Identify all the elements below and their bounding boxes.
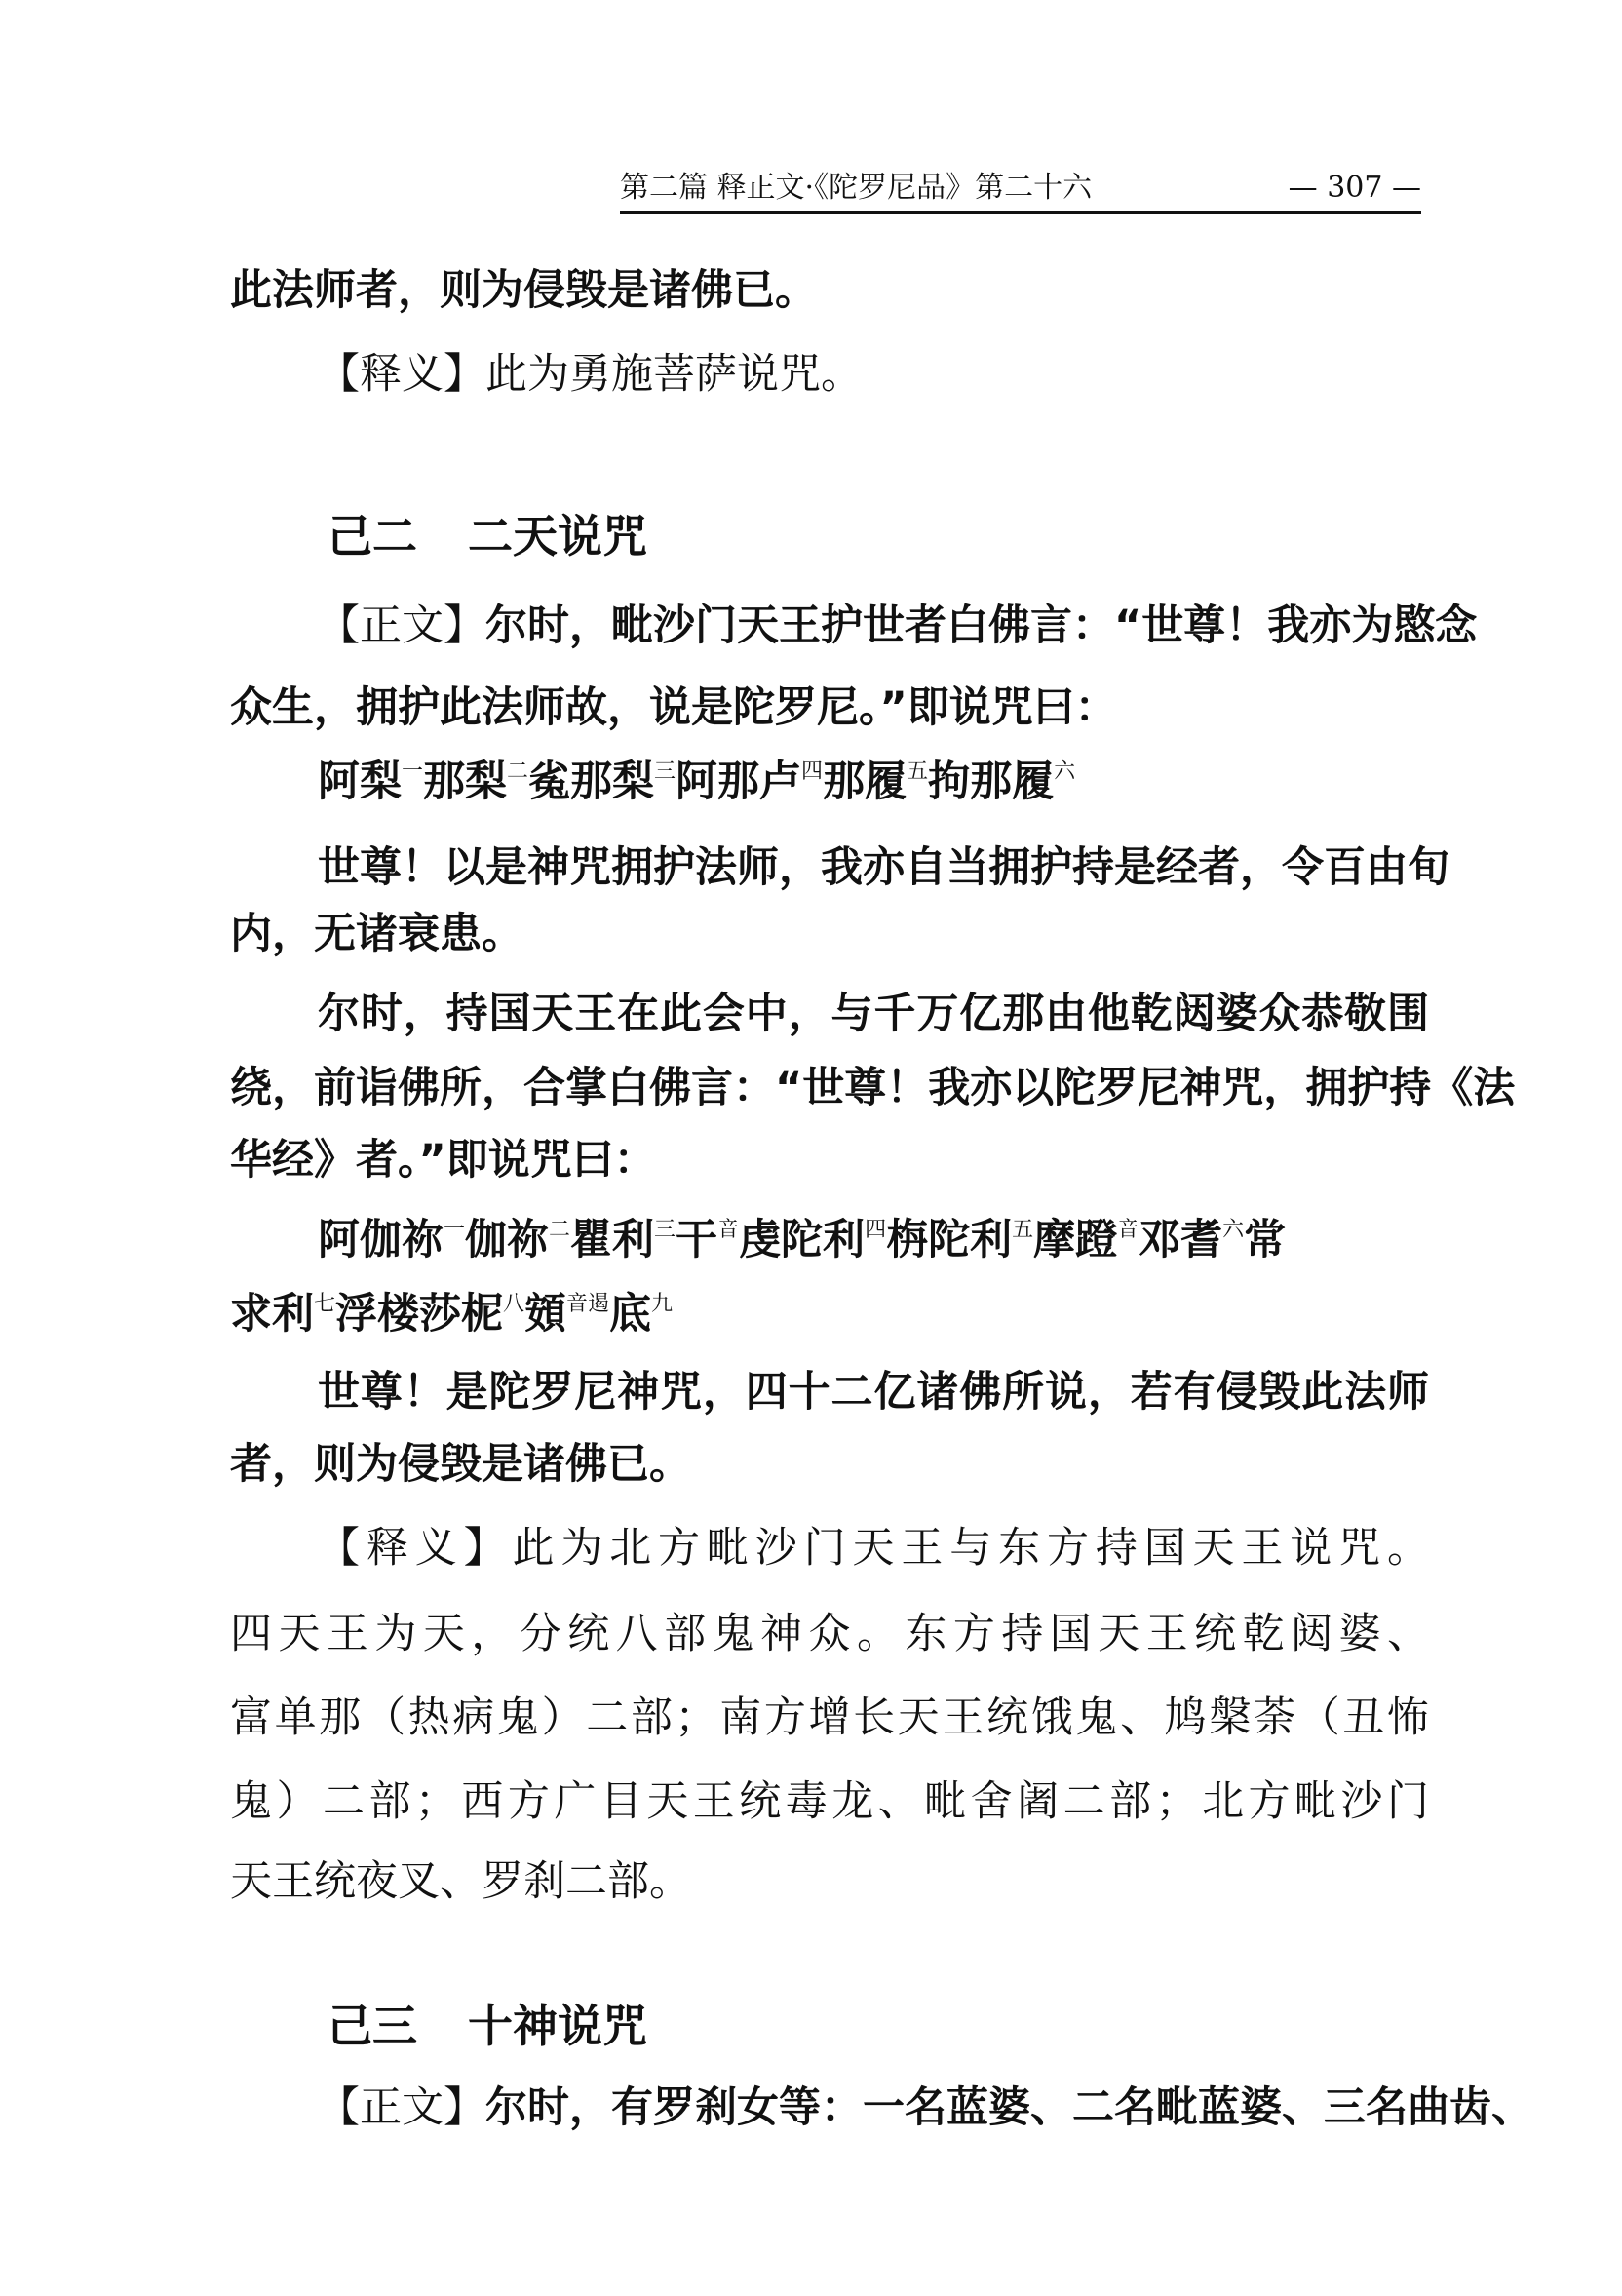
text-line: 众生，拥护此法师故，说是陀罗尼。”即说咒曰： [230,683,1117,732]
mantra-note: 三 [654,759,676,784]
mantra-note: 三 [654,1218,676,1242]
header-title: 第二篇 释正文·《陀罗尼品》第二十六 [620,171,1093,205]
mantra-note: 五 [1012,1218,1034,1242]
mantra-syllable: 那履 [823,758,908,806]
mantra-note: 五 [907,759,929,784]
text-line: 世尊！是陀罗尼神咒，四十二亿诸佛所说，若有侵毁此法师 [318,1368,1429,1417]
section-number: 己三 [328,2000,417,2052]
section-title: 二天说咒 [468,510,647,563]
mantra-note: 一 [402,759,424,784]
mantra-note: 七 [314,1292,336,1316]
mantra-note: 一 [444,1218,466,1242]
mantra-note: 四 [865,1218,887,1242]
mantra-syllable: 頞 [524,1290,567,1339]
mantra-note: 音 [1117,1218,1139,1242]
mantra-syllable: 干 [676,1216,718,1265]
mantra-note: 音遏 [566,1292,610,1316]
text-line: 华经》者。”即说咒曰： [230,1136,656,1185]
mantra-note: 六 [1222,1218,1245,1242]
mantra-note: 九 [651,1292,674,1316]
commentary-line: 富单那（热病鬼）二部；南方增长天王统饿鬼、鸠槃荼（丑怖 [230,1693,1429,1742]
mantra-syllable: 浮楼莎柅 [335,1290,504,1339]
running-header [620,166,1421,214]
mantra-syllable: 㝹那梨 [528,758,655,806]
scripture-tag: 【正文】 [318,2083,485,2132]
scripture-tag: 【正文】 [318,602,485,650]
commentary-tag: 【释义】 [318,1524,513,1573]
mantra-line [318,1211,1429,1269]
section-number: 己二 [328,510,417,563]
mantra-note: 二 [549,1218,571,1242]
scripture-line [318,2079,1533,2137]
mantra-syllable: 求利 [230,1290,314,1339]
section-title: 十神说咒 [468,2000,647,2052]
mantra-note: 四 [801,759,824,784]
text-line: 此法师者，则为侵毁是诸佛已。 [230,266,817,315]
text-line: 者，则为侵毁是诸佛已。 [230,1440,691,1489]
mantra-line [230,1285,1429,1343]
section-heading [328,1997,1526,2055]
commentary-line [318,1519,1429,1577]
mantra-syllable: 阿伽祢 [318,1216,444,1265]
commentary-text: 此为北方毗沙门天王与东方持国天王说咒。 [512,1524,1430,1573]
mantra-note: 八 [503,1292,525,1316]
mantra-line [318,753,1429,811]
mantra-syllable: 常 [1244,1216,1287,1265]
scripture-text: 尔时，有罗刹女等：一名蓝婆、二名毗蓝婆、三名曲齿、 [485,2083,1533,2132]
mantra-syllable: 瞿利 [570,1216,655,1265]
text-line: 尔时，持国天王在此会中，与千万亿那由他乾闼婆众恭敬围 [318,990,1429,1038]
commentary-line [318,345,1429,404]
mantra-syllable: 阿梨 [318,758,402,806]
mantra-syllable: 虔陀利 [739,1216,866,1265]
text-line: 绕，前诣佛所，合掌白佛言：“世尊！我亦以陀罗尼神咒，拥护持《法 [230,1064,1516,1112]
mantra-syllable: 伽祢 [465,1216,550,1265]
mantra-note: 六 [1054,759,1076,784]
mantra-syllable: 拘那履 [928,758,1055,806]
mantra-syllable: 阿那卢 [676,758,802,806]
commentary-tag: 【释义】 [318,350,485,399]
scripture-line [318,597,1478,655]
text-line: 世尊！以是神咒拥护法师，我亦自当拥护持是经者，令百由旬 [318,843,1449,892]
commentary-line: 天王统夜叉、罗刹二部。 [230,1857,691,1906]
section-heading [328,507,1526,565]
commentary-line: 四天王为天，分统八部鬼神众。东方持国天王统乾闼婆、 [230,1610,1429,1658]
mantra-syllable: 栴陀利 [886,1216,1013,1265]
mantra-note: 音 [717,1218,740,1242]
mantra-syllable: 底 [609,1290,652,1339]
mantra-syllable: 摩蹬 [1033,1216,1118,1265]
mantra-note: 二 [507,759,529,784]
mantra-syllable: 那梨 [423,758,508,806]
mantra-syllable: 邓耆 [1139,1216,1223,1265]
scripture-text: 尔时，毗沙门天王护世者白佛言：“世尊！我亦为愍念 [485,602,1478,650]
text-line: 内，无诸衰患。 [230,910,523,958]
commentary-line: 鬼）二部；西方广目天王统毒龙、毗舍阇二部；北方毗沙门 [230,1777,1429,1826]
page-number: — 307 — [1288,171,1421,205]
commentary-text: 此为勇施菩萨说咒。 [485,350,863,399]
